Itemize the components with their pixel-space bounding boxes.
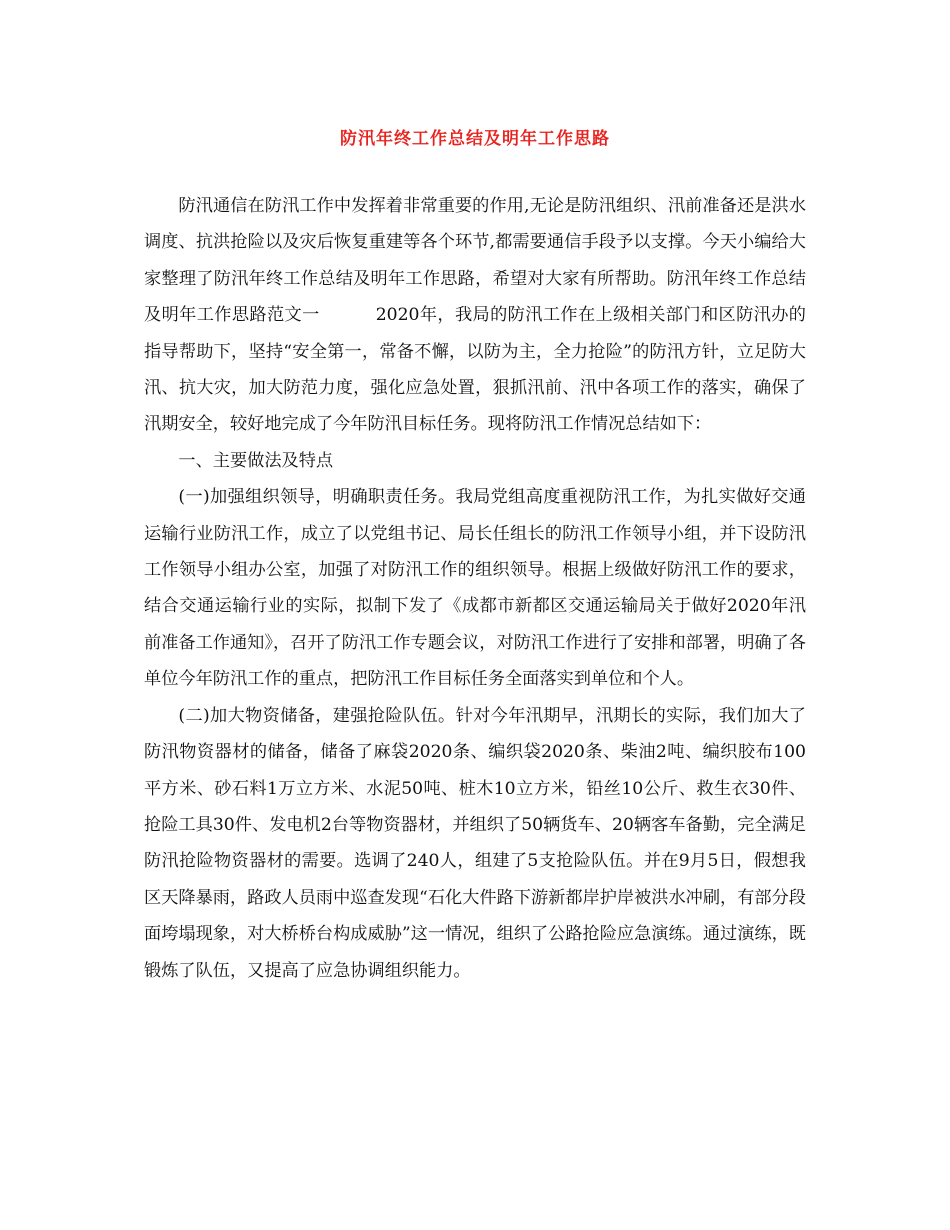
intro-text-part2: 2020年，我局的防汛工作在上级相关部门和区防汛办的指导帮助下，坚持“安全第一，常备不懈，以防为主，全力抢险”的防汛方针，立足防大汛、抗大灾，加大防范力度，强化应急处置，狠抓汛前、汛中各项工作的落实，确保了汛期安全，较好地完成了今年防汛目标任务。现将防汛工作情况总结如下： (144, 305, 806, 435)
document-title: 防汛年终工作总结及明年工作思路 (340, 129, 610, 149)
section-heading-1: 一、主要做法及特点 (178, 450, 334, 471)
intro-text-part1: 防汛通信在防汛工作中发挥着非常重要的作用,无论是防汛组织、汛前准备还是洪水调度、抗洪抢险以及灾后恢复重建等各个环节,都需要通信手段予以支撑。今天小编给大家整理了防汛年终工作总结及明年工作思路，希望对大家有所帮助。防汛年终工作总结及明年工作思路范文一 (144, 196, 806, 326)
intro-paragraph (144, 188, 806, 443)
document-body (144, 188, 806, 989)
paragraph-materials: (二)加大物资储备，建强抢险队伍。针对今年汛期早，汛期长的实际，我们加大了防汛物资器材的储备，储备了麻袋2020条、编织袋2020条、柴油2吨、编织胶布100平方米、砂石料1万立方米、水泥50吨、桩木10立方米，铅丝10公斤、救生衣30件、抢险工具30件、发电机2台等物资器材，并组织了50辆货车、20辆客车备勤，完全满足防汛抢险物资器材的需要。选调了240人，组建了5支抢险队伍。并在9月5日，假想我区天降暴雨，路政人员雨中巡查发现“石化大件路下游新都岸护岸被洪水冲刷，有部分段面垮塌现象，对大桥桥台构成威胁”这一情况，组织了公路抢险应急演练。通过演练，既锻炼了队伍，又提高了应急协调组织能力。 (144, 705, 806, 981)
paragraph-organization: (一)加强组织领导，明确职责任务。我局党组高度重视防汛工作，为扎实做好交通运输行业防汛工作，成立了以党组书记、局长任组长的防汛工作领导小组，并下设防汛工作领导小组办公室，加强了对防汛工作的组织领导。根据上级做好防汛工作的要求，结合交通运输行业的实际，拟制下发了《成都市新都区交通运输局关于做好2020年汛前准备工作通知》，召开了防汛工作专题会议，对防汛工作进行了安排和部署，明确了各单位今年防汛工作的重点，把防汛工作目标任务全面落实到单位和个人。 (144, 487, 806, 690)
